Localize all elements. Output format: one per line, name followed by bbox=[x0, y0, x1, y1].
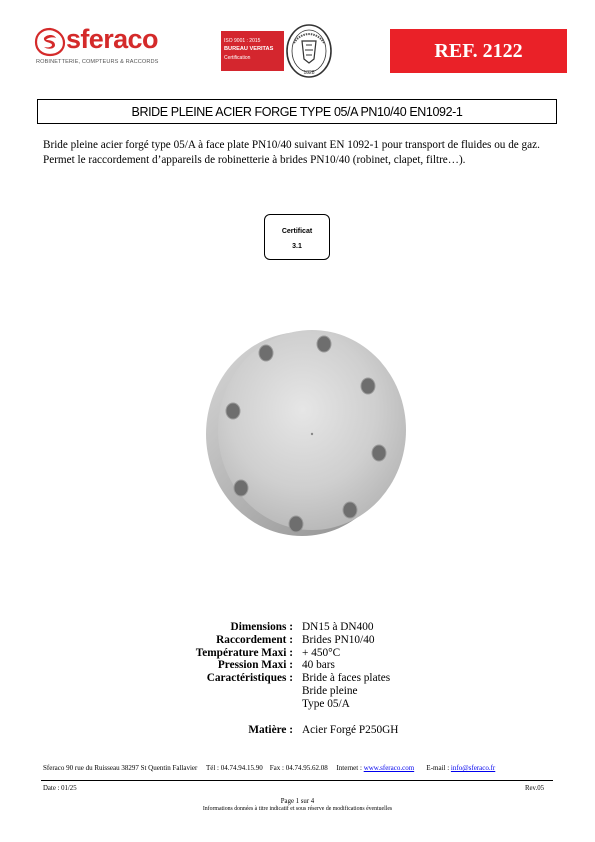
spec-label: Dimensions : bbox=[230, 621, 293, 633]
spec-value: Brides PN10/40 bbox=[302, 633, 375, 646]
email-link[interactable]: info@sferaco.fr bbox=[450, 764, 496, 772]
footer-disclaimer: Informations données à titre indicatif et sous réserve de modifications éventuelles bbox=[202, 806, 393, 812]
spec-value: + 450°C bbox=[302, 646, 341, 659]
footer-tel: Tél : 04.74.94.15.90 bbox=[205, 764, 263, 772]
spec-temperature bbox=[140, 647, 480, 660]
certification-body: BUREAU VERITAS bbox=[224, 46, 274, 52]
footer-contact bbox=[43, 764, 558, 772]
footer-divider bbox=[41, 780, 553, 781]
spec-label: Température Maxi : bbox=[195, 646, 293, 659]
certification-badge bbox=[221, 31, 334, 77]
iso-certification-box bbox=[221, 31, 284, 71]
bureau-veritas-seal-icon bbox=[284, 23, 334, 79]
reference-number: REF. 2122 bbox=[390, 29, 567, 73]
logo-tagline: ROBINETTERIE, COMPTEURS & RACCORDS bbox=[36, 59, 159, 65]
spec-label: Pression Maxi : bbox=[217, 659, 293, 672]
spec-value: 40 bars bbox=[302, 659, 335, 672]
spec-value-line: Bride à faces plates bbox=[302, 672, 391, 685]
spec-value: Acier Forgé P250GH bbox=[302, 723, 399, 736]
footer-date: Date : 01/25 bbox=[43, 785, 77, 792]
website-link[interactable]: www.sferaco.com bbox=[363, 764, 415, 772]
certificate-type: 3.1 bbox=[292, 243, 302, 250]
spec-value-line: Bride pleine bbox=[302, 684, 358, 697]
footer-internet-label: Internet : bbox=[336, 764, 362, 772]
specifications bbox=[140, 621, 480, 736]
footer-fax: Fax : 04.74.95.62.08 bbox=[269, 764, 328, 772]
spec-pression bbox=[140, 659, 480, 672]
spec-raccordement bbox=[140, 634, 480, 647]
spec-caracteristiques bbox=[140, 672, 480, 710]
certificate-badge bbox=[264, 214, 330, 260]
product-description: Bride pleine acier forgé type 05/A à face plate PN10/40 suivant EN 1092-1 pour transport de fluides ou de gaz. Permet le raccordement d’appareils de robinetterie à brides PN10/40 (robinet, clapet, filtre…). bbox=[43, 139, 540, 166]
footer-revision: Rev.05 bbox=[525, 785, 545, 792]
spec-label: Caractéristiques : bbox=[206, 672, 293, 685]
spec-value-line: Type 05/A bbox=[302, 697, 350, 710]
spec-value bbox=[302, 672, 480, 710]
page-number: Page 1 sur 4 bbox=[280, 798, 315, 805]
blind-flange-image bbox=[200, 320, 420, 540]
spec-label: Matière : bbox=[248, 723, 293, 736]
logo-brand: sferaco bbox=[66, 24, 158, 54]
certificate-label: Certificat bbox=[281, 228, 313, 235]
spec-matiere bbox=[140, 724, 480, 737]
spec-dimensions bbox=[140, 621, 480, 634]
footer-address: Sferaco 90 rue du Ruisseau 38297 St Quentin Fallavier bbox=[43, 764, 198, 772]
iso-standard: ISO 9001 : 2015 bbox=[224, 38, 261, 44]
certification-label: Certification bbox=[224, 55, 251, 61]
spec-value: DN15 à DN400 bbox=[302, 621, 374, 633]
seal-year: 1828 bbox=[303, 70, 315, 76]
footer-email-label: E-mail : bbox=[426, 764, 450, 772]
product-title: BRIDE PLEINE ACIER FORGE TYPE 05/A PN10/40 EN1092-1 bbox=[37, 99, 557, 124]
sferaco-logo-mark-icon bbox=[34, 27, 68, 57]
sferaco-logo bbox=[34, 24, 184, 67]
spec-label: Raccordement : bbox=[216, 633, 293, 646]
